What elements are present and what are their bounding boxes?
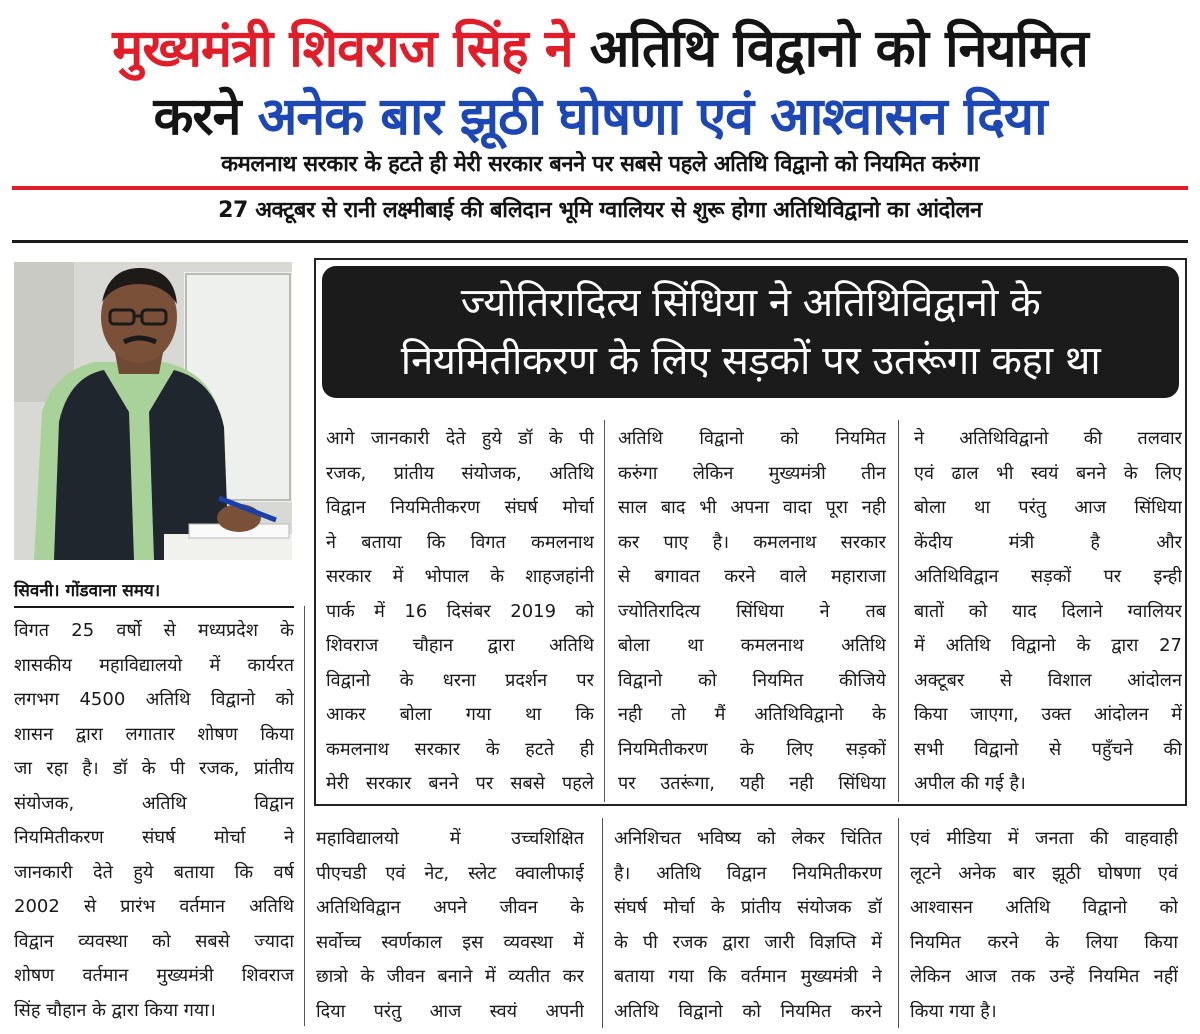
text-line: है। अतिथि विद्वान नियमितीकरण (614, 862, 882, 884)
text-line: पर उतरूंगा, यही नही सिंधिया (618, 773, 886, 794)
text-line: अतिथि विद्वानो को नियमित (618, 428, 886, 449)
text-line: कर पाए है। कमलनाथ सरकार (618, 531, 886, 553)
text-line: संयोजक, अतिथि विद्वान (14, 792, 294, 814)
bottom-column-3 (910, 822, 1178, 1029)
text-line: बोला था कमलनाथ अतिथि (618, 635, 886, 656)
text-line: विद्वानो को नियमित कीजिये (618, 669, 886, 691)
text-line: ज्योतिरादित्य सिंधिया ने तब (618, 600, 886, 622)
text-line: पार्क में 16 दिसंबर 2019 को (326, 600, 594, 622)
banner-line-2: नियमितीकरण के लिए सड़कों पर उतरूंगा कहा था (400, 338, 1101, 384)
text-line: जा रहा है। डॉ के पी रजक, प्रांतीय (14, 758, 294, 779)
text-line: अपील की गई है। (914, 773, 1026, 794)
text-line: सभी विद्वानो से पहुँचने की (914, 738, 1182, 760)
text-line: 2002 से प्रारंभ वर्तमान अतिथि (14, 896, 294, 917)
column-divider (898, 818, 899, 1028)
text-line: से बगावत करने वाले महाराजा (618, 566, 886, 587)
black-divider (12, 240, 1188, 243)
text-line: पीएचडी एवं नेट, स्लेट क्वालीफाई (316, 862, 584, 884)
box-column-1 (326, 422, 594, 802)
text-line: दिया परंतु आज स्वयं अपनी (316, 1000, 584, 1022)
text-line: अतिथि विद्वानो को नियमित करने (614, 1000, 882, 1022)
text-line: में अतिथि विद्वानो के द्वारा 27 (914, 635, 1182, 656)
text-line: नियमित करने के लिया किया (910, 931, 1178, 953)
text-line: के पी रजक द्वारा जारी विज्ञप्ति में (614, 931, 882, 953)
text-line: साल बाद भी अपना वादा पूरा नही (618, 497, 886, 518)
lead-column (14, 614, 294, 1028)
text-line: केंदीय मंत्री है और (914, 531, 1182, 553)
subheadline-1: कमलनाथ सरकार के हटते ही मेरी सरकार बनने पर सबसे पहले अतिथि विद्वानो को नियमित करुंगा (221, 152, 979, 177)
headline-black-part: अतिथि विद्वानो को नियमित (589, 19, 1088, 79)
text-line: लेकिन आज तक उन्हें नियमित नहीं (910, 966, 1178, 987)
dateline-rule (14, 606, 294, 608)
headline-blue-part: अनेक बार झूठी घोषणा एवं आश्वासन दिया (257, 87, 1047, 147)
text-line: बातों को याद दिलाने ग्वालियर (914, 600, 1182, 622)
text-line: शिवराज चौहान द्वारा अतिथि (326, 635, 594, 656)
reporter-photo (14, 262, 292, 560)
text-line: नियमितीकरण के लिए सड़कों (618, 738, 886, 760)
box-column-2 (618, 422, 886, 802)
text-line: एवं ढाल भी स्वयं बनने के लिए (914, 462, 1182, 484)
text-line: आकर बोला गया था कि (326, 704, 594, 725)
text-line: शोषण वर्तमान मुख्यमंत्री शिवराज (14, 965, 294, 986)
column-divider (304, 606, 305, 1026)
headline-line-2 (0, 82, 1200, 152)
text-line: नियमितीकरण संघर्ष मोर्चा ने (14, 827, 294, 848)
headline-red-part: मुख्यमंत्री शिवराज सिंह ने (112, 19, 573, 79)
text-line: संघर्ष मोर्चा के प्रांतीय संयोजक डॉ (614, 897, 882, 918)
text-line: अतिथिविद्वान अपने जीवन के (316, 897, 584, 918)
text-line: एवं मीडिया में जनता की वाहवाही (910, 828, 1178, 849)
text-line: ने अतिथिविद्वानो की तलवार (914, 428, 1182, 449)
banner-line-1: ज्योतिरादित्य सिंधिया ने अतिथिविद्वानो के (460, 280, 1041, 326)
bottom-column-1 (316, 822, 584, 1029)
text-line: कमलनाथ सरकार के हटते ही (326, 738, 594, 760)
text-line: सिंह चौहान के द्वारा किया गया। (14, 999, 216, 1021)
text-line: करुंगा लेकिन मुख्यमंत्री तीन (618, 462, 886, 484)
headline-black-part-2: करने (153, 87, 241, 147)
headline-line-1 (0, 14, 1200, 84)
subheadline-2: 27 अक्टूबर से रानी लक्ष्मीबाई की बलिदान भूमि ग्वालियर से शुरू होगा अतिथिविद्वानो का आंदोलन (218, 198, 982, 223)
text-line: आश्वासन अतिथि विद्वानो को (910, 897, 1178, 918)
text-line: विद्वान व्यवस्था को सबसे ज्यादा (14, 930, 294, 952)
text-line: महाविद्यालयो में उच्चशिक्षित (316, 828, 584, 849)
text-line: जानकारी देते हुये बताया कि वर्ष (14, 861, 294, 883)
text-line: लगभग 4500 अतिथि विद्वानो को (14, 689, 294, 710)
text-line: शासन द्वारा लगातार शोषण किया (14, 723, 294, 745)
text-line: विद्वान नियमितीकरण संघर्ष मोर्चा (326, 497, 594, 518)
text-line: विगत 25 वर्षो से मध्यप्रदेश के (14, 620, 294, 641)
red-divider (12, 186, 1188, 190)
text-line: सरकार में भोपाल के शाहजहांनी (326, 566, 594, 587)
text-line: बताया गया कि वर्तमान मुख्यमंत्री ने (614, 966, 882, 987)
text-line: आगे जानकारी देते हुये डॉ के पी (326, 428, 594, 449)
text-line: अतिथिविद्वान सड़कों पर इन्ही (914, 566, 1182, 587)
text-line: छात्रो के जीवन बनाने में व्यतीत कर (316, 966, 584, 987)
dateline: सिवनी। गोंडवाना समय। (14, 581, 161, 601)
text-line: शासकीय महाविद्यालयो में कार्यरत (14, 654, 294, 676)
text-line: सर्वोच्च स्वर्णकाल इस व्यवस्था में (316, 931, 584, 953)
box-column-3 (914, 422, 1182, 802)
text-line: किया जाएगा, उक्त आंदोलन में (914, 704, 1182, 725)
text-line: ने बताया कि विगत कमलनाथ (326, 531, 594, 553)
text-line: रजक, प्रांतीय संयोजक, अतिथि (326, 462, 594, 484)
bottom-column-2 (614, 822, 882, 1029)
text-line: किया गया है। (910, 1000, 997, 1022)
column-divider (604, 420, 605, 802)
text-line: मेरी सरकार बनने पर सबसे पहले (326, 773, 594, 794)
box-banner (322, 266, 1179, 398)
text-line: नही तो मैं अतिथिविद्वानो के (618, 704, 886, 725)
text-line: अक्टूबर से विशाल आंदोलन (914, 669, 1182, 691)
text-line: लूटने अनेक बार झूठी घोषणा एवं (910, 862, 1178, 884)
text-line: विद्वानो के धरना प्रदर्शन पर (326, 669, 594, 691)
text-line: अनिशिचत भविष्य को लेकर चिंतित (614, 828, 882, 849)
column-divider (602, 818, 603, 1028)
text-line: बोला था परंतु आज सिंधिया (914, 497, 1182, 518)
man-portrait-illustration (14, 262, 292, 560)
column-divider (898, 420, 899, 802)
